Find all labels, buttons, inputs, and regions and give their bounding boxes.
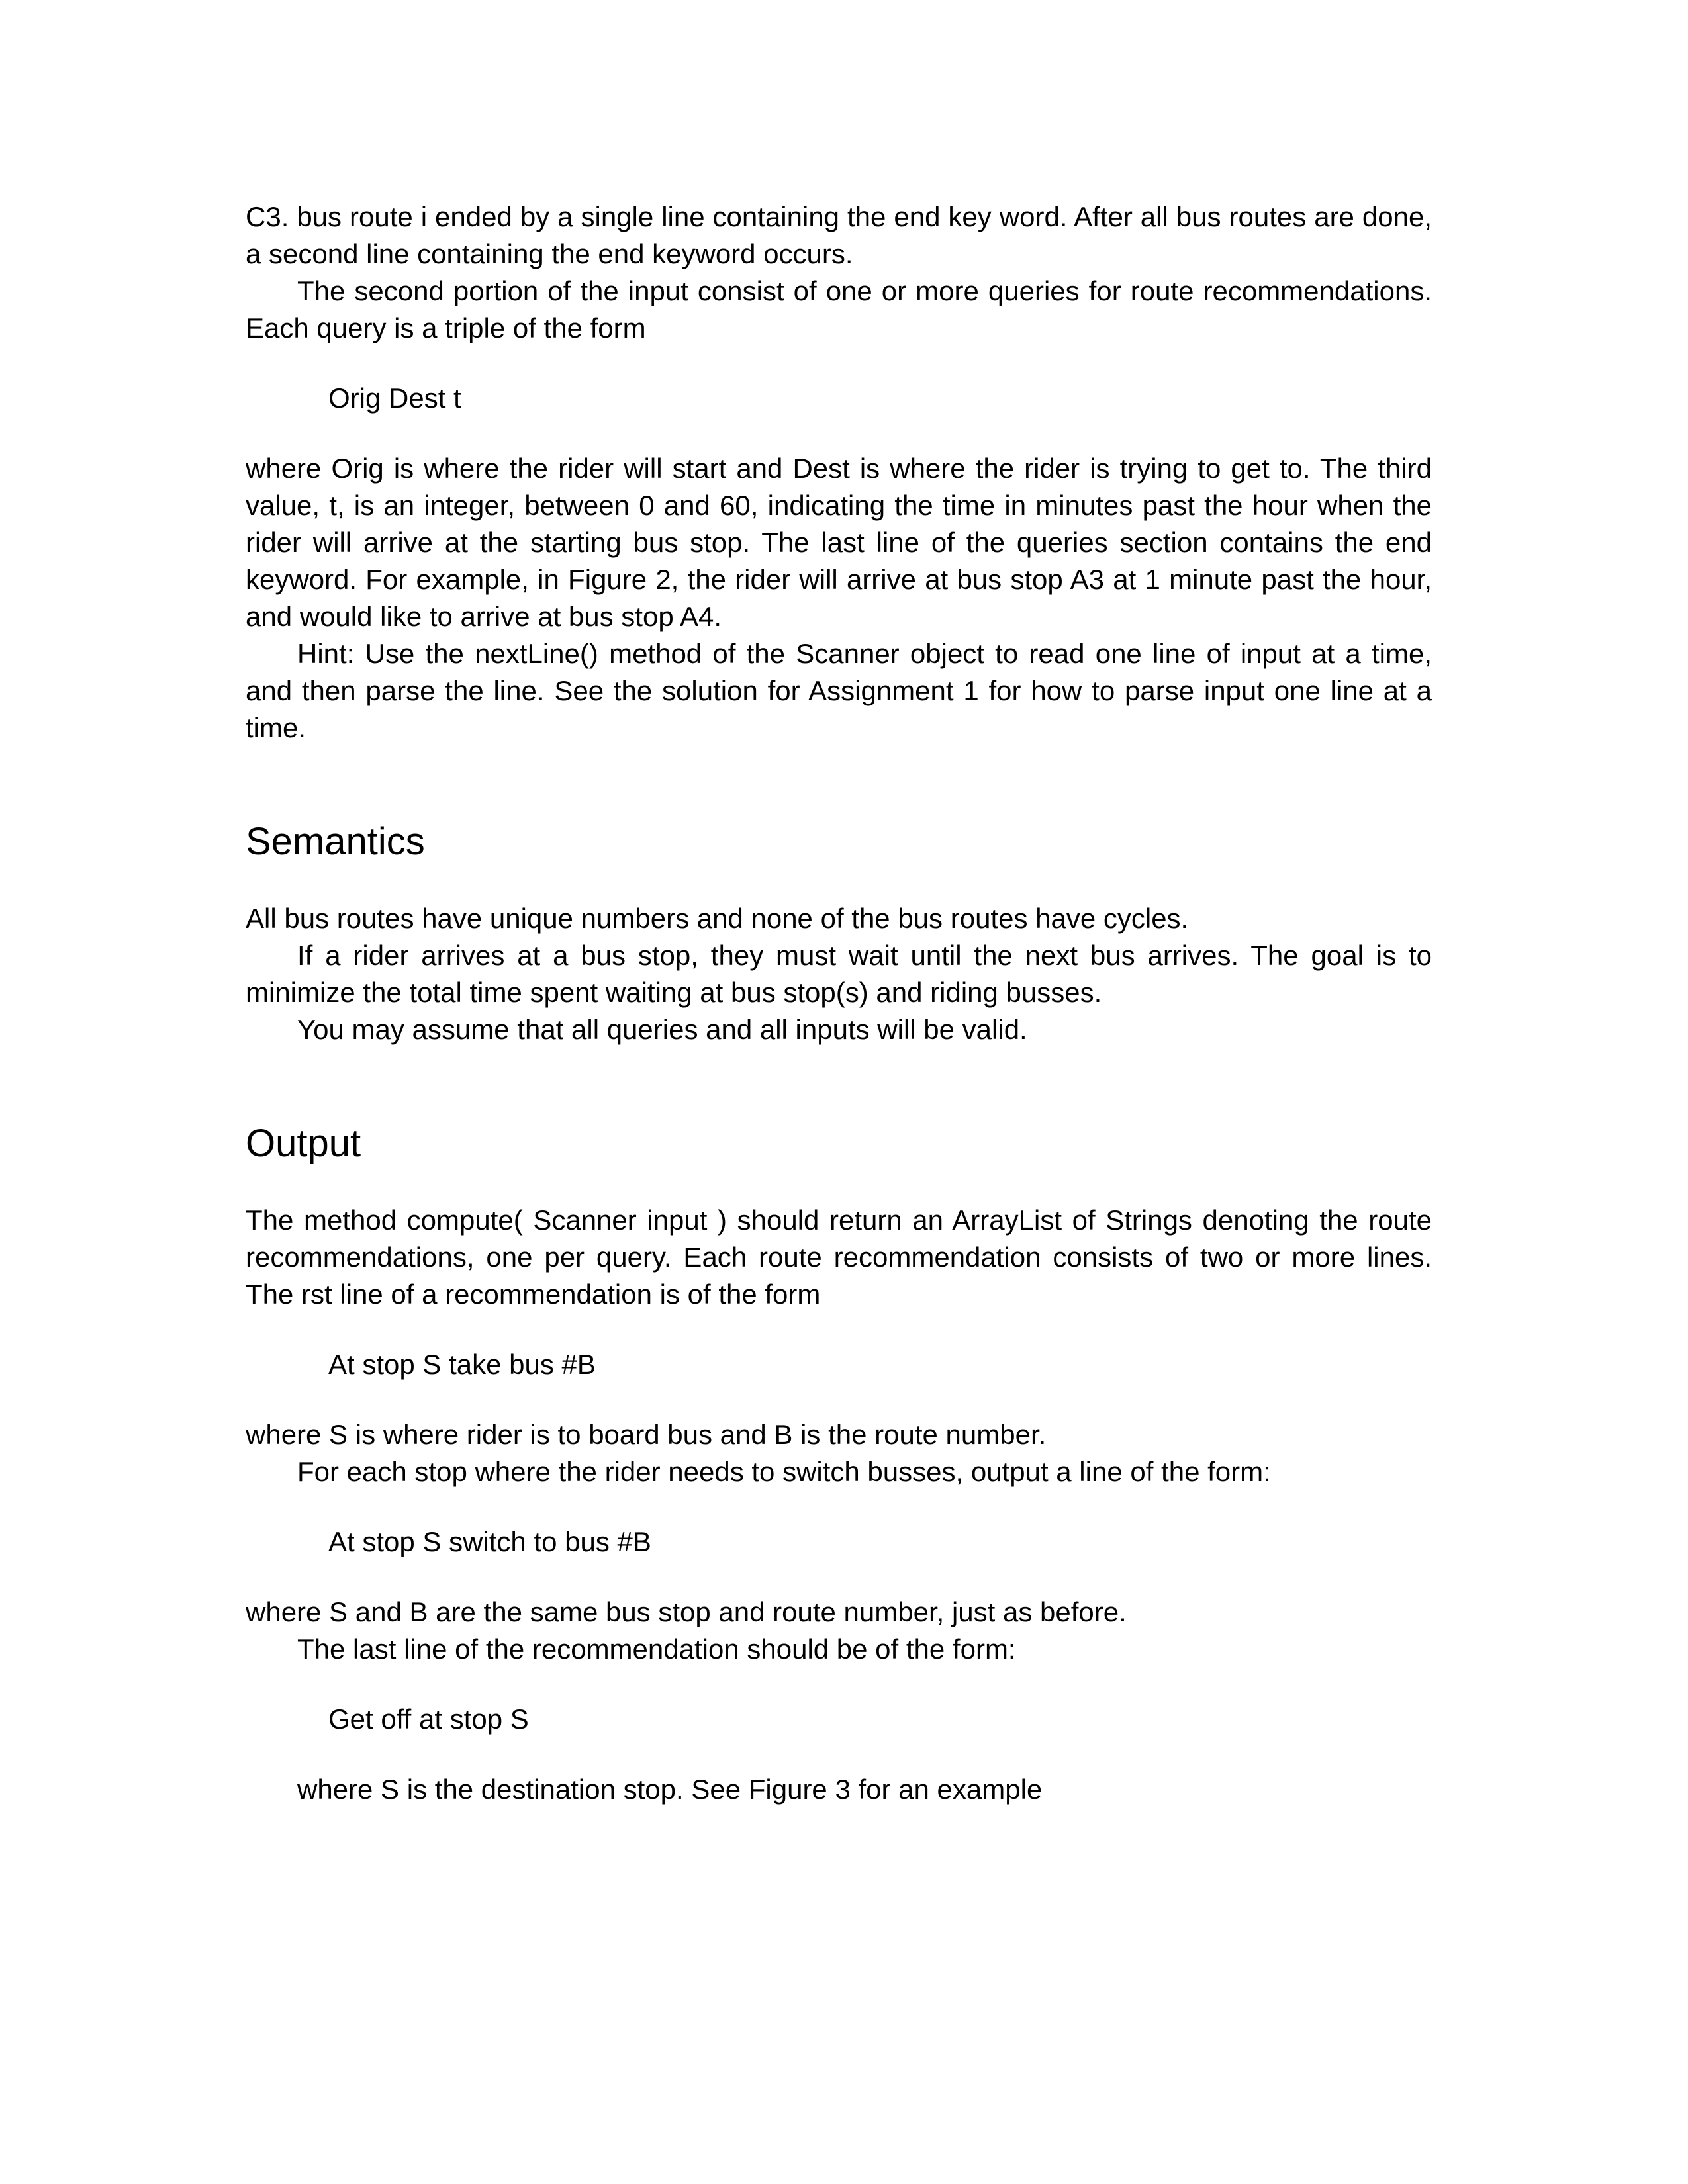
paragraph-destination-stop: where S is the destination stop. See Figure 3 for an example xyxy=(297,1774,1043,1805)
section-heading-semantics: Semantics xyxy=(246,820,425,863)
paragraph-second-portion: The second portion of the input consist of one or more queries for route recommendations. Each query is a triple of the form xyxy=(246,275,1432,343)
paragraph-intro-continuation: C3. bus route i ended by a single line containing the end key word. After all bus routes are done, a second line containing the end keyword occurs. xyxy=(246,201,1432,269)
paragraph-valid-inputs: You may assume that all queries and all inputs will be valid. xyxy=(297,1014,1027,1045)
section-heading-output: Output xyxy=(246,1122,361,1165)
code-line-take-bus: At stop S take bus #B xyxy=(328,1349,596,1380)
paragraph-where-s-board: where S is where rider is to board bus and B is the route number. xyxy=(246,1419,1047,1450)
code-line-switch-bus: At stop S switch to bus #B xyxy=(328,1526,651,1557)
code-line-get-off: Get off at stop S xyxy=(328,1704,529,1735)
paragraph-last-line-form: The last line of the recommendation should be of the form: xyxy=(297,1633,1016,1664)
paragraph-where-orig-dest: where Orig is where the rider will start and Dest is where the rider is trying to get to. The third value, t, is an integer, between 0 and 60, indicating the time in minutes past the hour when the rider will arrive at the starting bus stop. The last line of the queries section contains the end keyword. For example, in Figure 2, the rider will arrive at bus stop A3 at 1 minute past the hour, and would like to arrive at bus stop A4. xyxy=(246,453,1432,632)
paragraph-rider-wait: If a rider arrives at a bus stop, they must wait until the next bus arrives. The goal is to minimize the total time spent waiting at bus stop(s) and riding busses. xyxy=(246,940,1432,1008)
paragraph-unique-routes: All bus routes have unique numbers and none of the bus routes have cycles. xyxy=(246,903,1189,934)
paragraph-hint-nextline: Hint: Use the nextLine() method of the Scanner object to read one line of input at a time, and then parse the line. See the solution for Assignment 1 for how to parse input one line at a time. xyxy=(246,638,1432,743)
paragraph-same-stop-route: where S and B are the same bus stop and route number, just as before. xyxy=(246,1596,1127,1627)
paragraph-compute-method: The method compute( Scanner input ) should return an ArrayList of Strings denoting the route recommendations, one per query. Each route recommendation consists of two or more lines. The rst line of a recommendation is of the form xyxy=(246,1205,1432,1310)
code-line-query-format: Orig Dest t xyxy=(328,383,461,414)
paragraph-switch-busses: For each stop where the rider needs to switch busses, output a line of the form: xyxy=(297,1456,1271,1487)
document-content xyxy=(246,199,1432,1808)
